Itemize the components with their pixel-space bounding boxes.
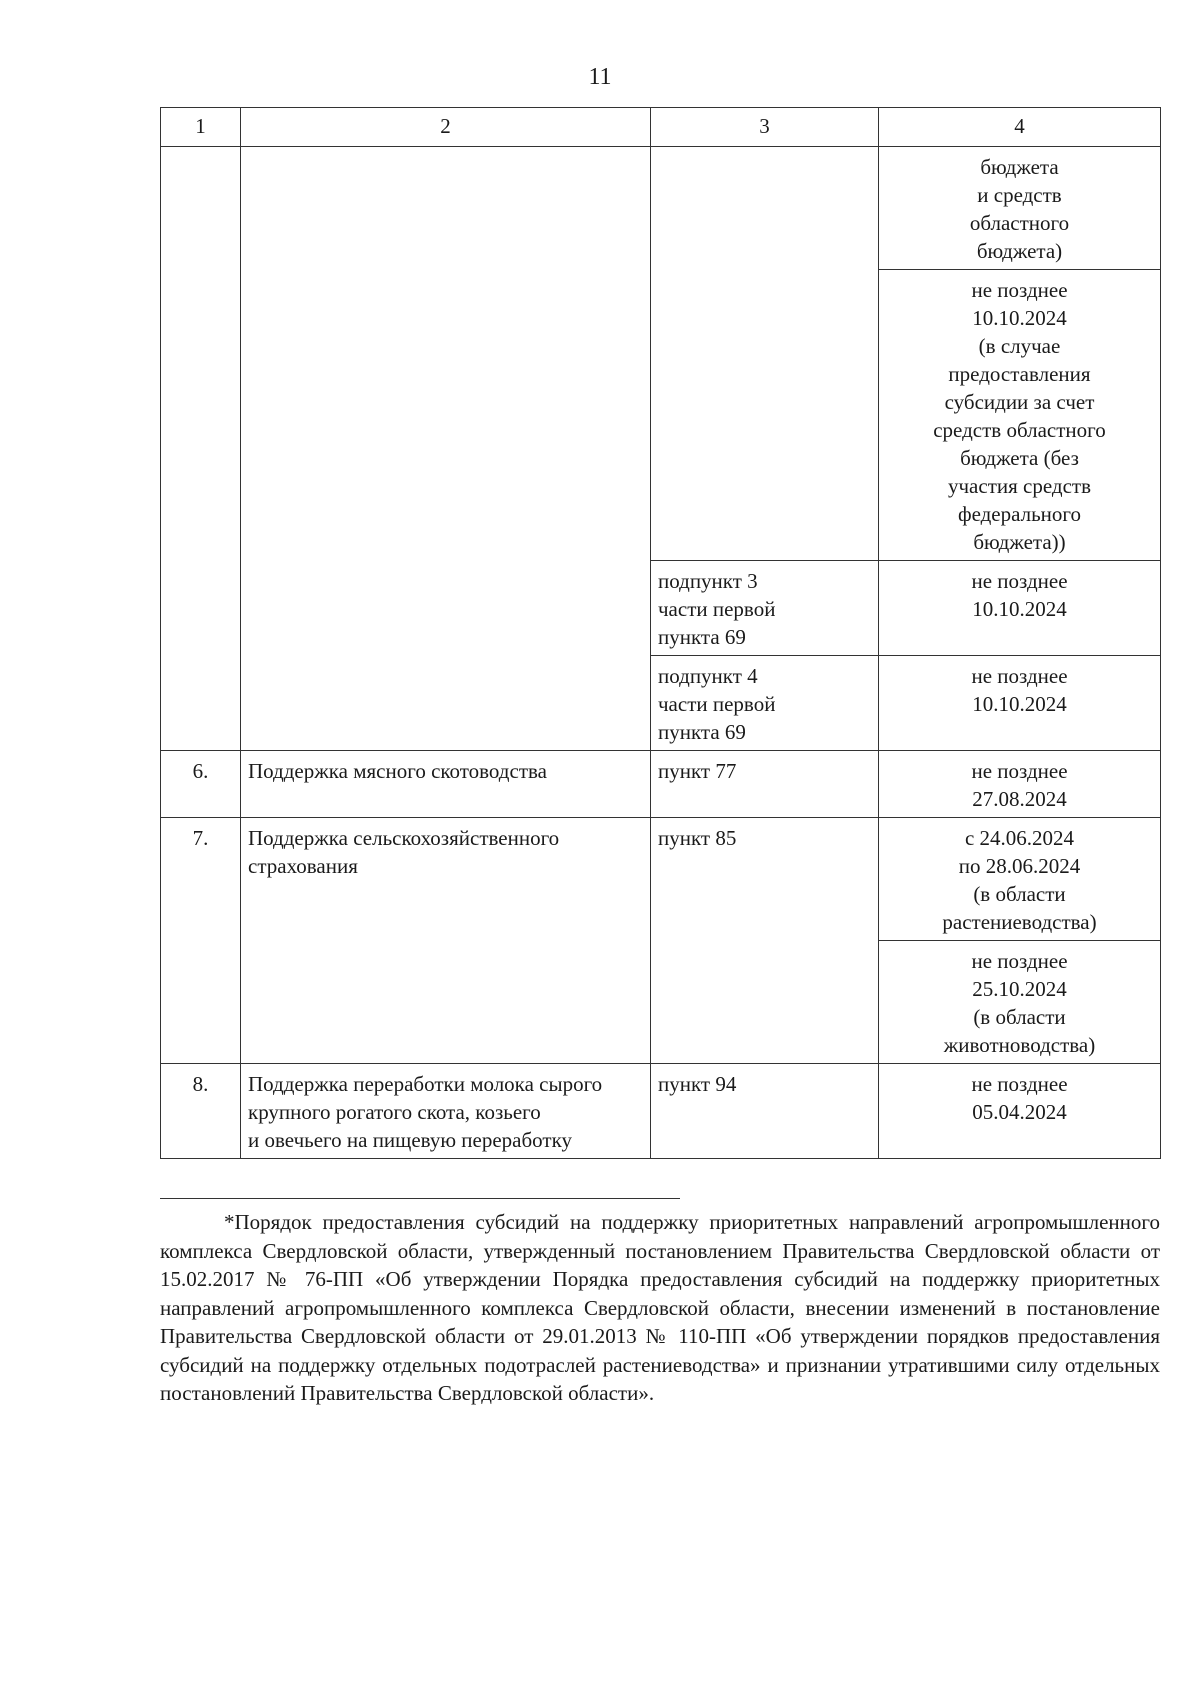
row-name-cell: Поддержка мясного скотоводства [241,751,651,818]
date-text: бюджета и средств областного бюджета) [969,155,1070,263]
row-date-cell [879,941,1161,1064]
row-date-cell [879,270,1161,561]
row-number-cell: 6. [161,751,241,818]
row-name-cell [241,147,651,751]
page-number: 11 [588,64,612,90]
row-number-cell [161,147,241,751]
date-text: с 24.06.2024 по 28.06.2024 (в области растениеводства) [942,826,1097,934]
row-number-cell: 8. [161,1064,241,1159]
table-row [161,751,1161,818]
row-point-cell [651,561,879,656]
subsidy-table [160,107,1161,1159]
name-text: Поддержка сельскохозяйственного страхования [248,826,560,878]
header-cell: 1 [161,108,241,147]
header-cell: 3 [651,108,879,147]
table-row [161,818,1161,941]
row-date-cell [879,1064,1161,1159]
row-point-cell: пункт 77 [651,751,879,818]
row-date-cell [879,818,1161,941]
row-name-cell [241,818,651,1064]
date-text: не позднее 10.10.2024 [971,569,1068,621]
date-text: не позднее 27.08.2024 [971,759,1068,811]
table-header-row [161,108,1161,147]
name-text: Поддержка переработки молока сырого крупного рогатого скота, козьего и овечьего на пищевую переработку [248,1072,603,1152]
date-text: не позднее 05.04.2024 [971,1072,1068,1124]
row-point-cell [651,656,879,751]
row-point-cell: пункт 85 [651,818,879,1064]
row-date-cell [879,147,1161,270]
footnote-separator [160,1198,680,1199]
point-text: подпункт 3 части первой пункта 69 [658,569,776,649]
table-row [161,147,1161,270]
row-date-cell [879,561,1161,656]
row-name-cell [241,1064,651,1159]
row-date-cell [879,751,1161,818]
row-point-cell [651,147,879,561]
footnote-text: *Порядок предоставления субсидий на поддержку приоритетных направлений агропромышленного комплекса Свердловской области, утвержденный постановлением Правительства Свердловской области от 15.02.2017 № 76-ПП «Об утверждении Порядка предоставления субсидий на поддержку приоритетных направлений агропромышленного комплекса Свердловской области, внесении изменений в постановление Правительства Свердловской области от 29.01.2013 № 110-ПП «Об утверждении порядков предоставления субсидий на поддержку отдельных подотраслей растениеводства» и признании утратившими силу отдельных постановлений Правительства Свердловской области». [160,1210,1160,1405]
header-cell: 2 [241,108,651,147]
date-text: не позднее 25.10.2024 (в области животноводства) [943,949,1096,1057]
header-cell: 4 [879,108,1161,147]
table-row [161,1064,1161,1159]
row-number-cell: 7. [161,818,241,1064]
row-date-cell [879,656,1161,751]
date-text: не позднее 10.10.2024 [971,664,1068,716]
point-text: подпункт 4 части первой пункта 69 [658,664,776,744]
date-text: не позднее 10.10.2024 (в случае предоставления субсидии за счет средств областного бюджета (без участия средств федерального бюджета)) [933,278,1106,554]
row-point-cell: пункт 94 [651,1064,879,1159]
